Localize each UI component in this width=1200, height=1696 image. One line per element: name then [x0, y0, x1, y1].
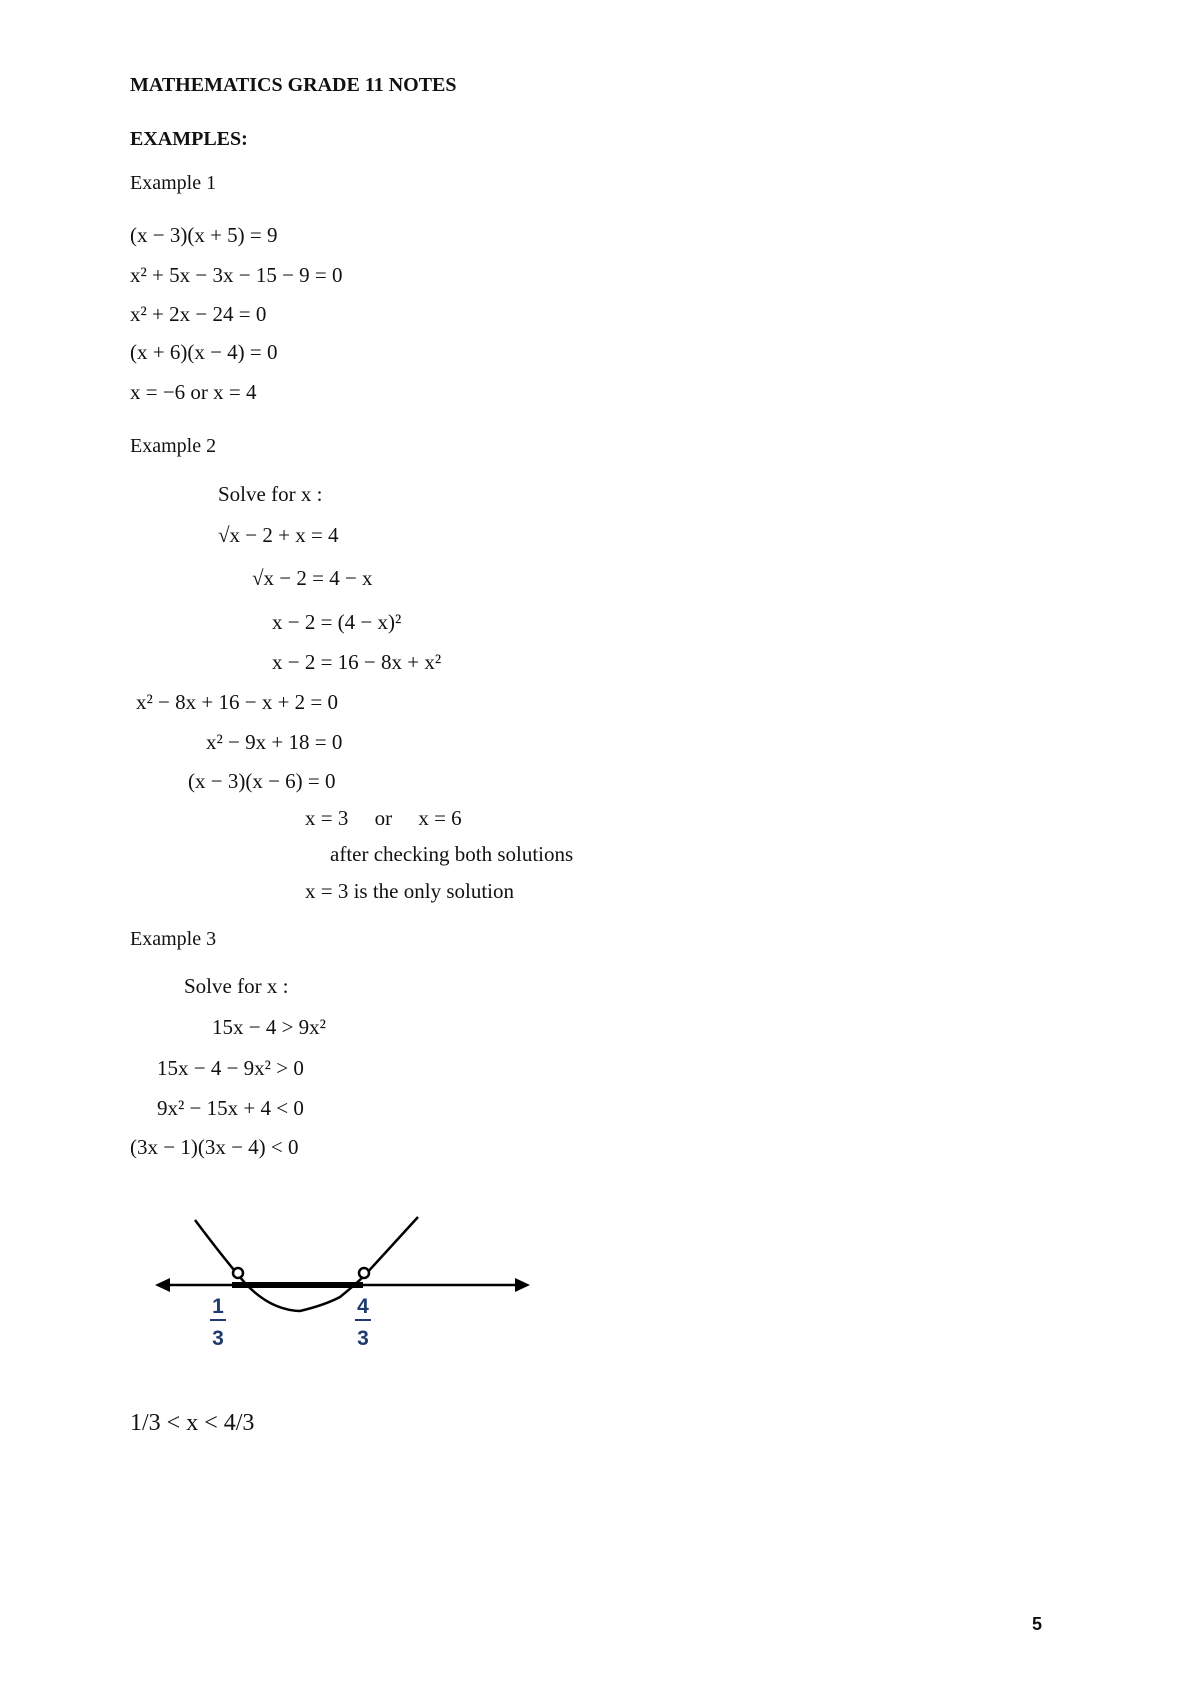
example-3-line: 9x² − 15x + 4 < 0 — [157, 1096, 304, 1120]
example-2-intro: Solve for x : — [218, 482, 323, 506]
example-2-line: x − 2 = (4 − x)² — [272, 610, 402, 634]
example-1-line: x = −6 or x = 4 — [130, 380, 257, 404]
right-root-denominator: 3 — [357, 1327, 369, 1350]
example-1-line: x² + 2x − 24 = 0 — [130, 302, 267, 326]
example-2-note: after checking both solutions — [330, 842, 574, 866]
example-3-intro: Solve for x : — [184, 974, 289, 998]
right-root-numerator: 4 — [357, 1295, 369, 1318]
example-2-line: (x − 3)(x − 6) = 0 — [188, 769, 336, 793]
example-3-line: (3x − 1)(3x − 4) < 0 — [130, 1135, 299, 1159]
example-3-line: 15x − 4 − 9x² > 0 — [157, 1056, 304, 1080]
open-circle-left — [233, 1268, 243, 1278]
parabola-curve — [195, 1217, 418, 1311]
page-title: MATHEMATICS GRADE 11 NOTES — [130, 74, 457, 96]
example-2-line: x = 3 or x = 6 — [305, 806, 462, 830]
example-1-line: (x + 6)(x − 4) = 0 — [130, 340, 278, 364]
left-arrow-icon — [155, 1278, 170, 1292]
example-2-conclusion: x = 3 is the only solution — [305, 879, 515, 903]
example-2-label: Example 2 — [130, 435, 217, 457]
example-2-line: x − 2 = 16 − 8x + x² — [272, 650, 442, 674]
left-root-numerator: 1 — [212, 1295, 224, 1318]
example-3-line: 15x − 4 > 9x² — [212, 1015, 326, 1039]
example-2-line: x² − 8x + 16 − x + 2 = 0 — [136, 690, 339, 714]
example-2-line: √x − 2 + x = 4 — [218, 523, 339, 547]
left-root-denominator: 3 — [212, 1327, 224, 1350]
section-heading: EXAMPLES: — [130, 128, 248, 150]
example-2-line: √x − 2 = 4 − x — [252, 566, 373, 590]
right-arrow-icon — [515, 1278, 530, 1292]
example-1-line: (x − 3)(x + 5) = 9 — [130, 223, 278, 247]
example-1-line: x² + 5x − 3x − 15 − 9 = 0 — [130, 263, 343, 287]
example-2-line: x² − 9x + 18 = 0 — [206, 730, 343, 754]
example-1-label: Example 1 — [130, 172, 217, 194]
open-circle-right — [359, 1268, 369, 1278]
example-3-label: Example 3 — [130, 928, 217, 950]
page-number: 5 — [1032, 1614, 1043, 1634]
parabola-sign-diagram — [150, 1205, 540, 1365]
example-3-answer: 1/3 < x < 4/3 — [130, 1410, 255, 1436]
